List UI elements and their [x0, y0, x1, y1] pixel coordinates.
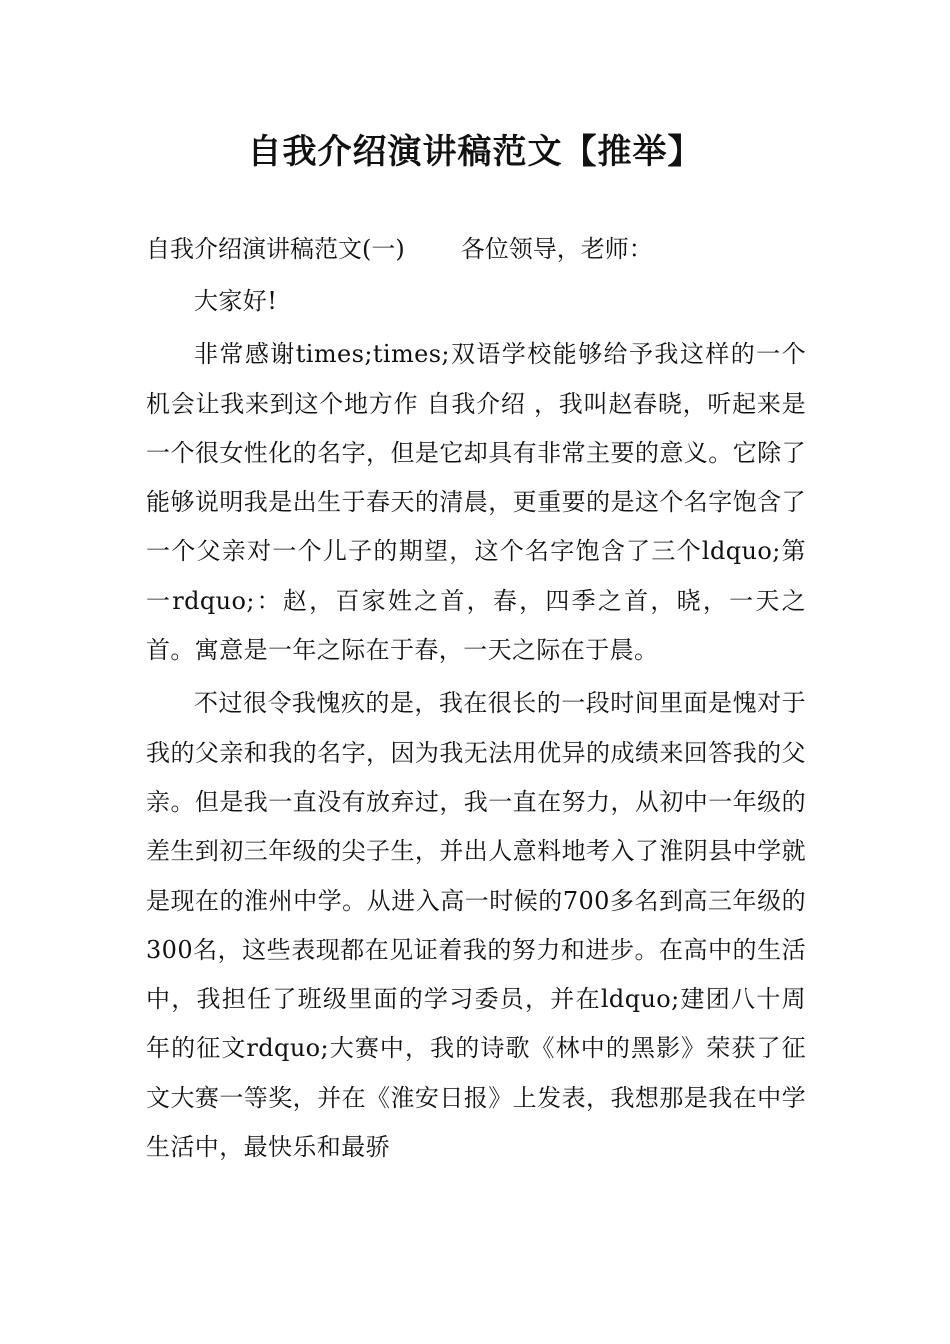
intro-heading: 自我介绍演讲稿范文(一)	[146, 235, 405, 263]
document-title: 自我介绍演讲稿范文【推举】	[247, 132, 703, 172]
paragraph-school-history: 不过很令我愧疚的是，我在很长的一段时间里面是愧对于我的父亲和我的名字，因为我无法用优异的成绩来回答我的父亲。但是我一直没有放弃过，我一直在努力，从初中一年级的差生到初三年级的尖子生，并出人意料地考入了淮阴县中学就是现在的淮州中学。从进入高一时候的700多名到高三年级的300名，这些表现都在见证着我的努力和进步。在高中的生活中，我担任了班级里面的学习委员，并在ldquo;建团八十周年的征文rdquo;大赛中，我的诗歌《林中的黑影》荣获了征文大赛一等奖，并在《淮安日报》上发表，我想那是我在中学生活中，最快乐和最骄	[146, 689, 806, 1162]
document-body	[146, 225, 806, 1172]
paragraph-name-meaning: 非常感谢times;times;双语学校能够给予我这样的一个机会让我来到这个地方作 自我介绍 ，我叫赵春晓，听起来是一个很女性化的名字，但是它却具有非常主要的意义。它除了能够说明我是出生于春天的清晨，更重要的是这个名字饱含了一个父亲对一个儿子的期望，这个名字饱含了三个ldquo;第一rdquo;：赵，百家姓之首，春，四季之首，晓，一天之首。寓意是一年之际在于春，一天之际在于晨。	[146, 340, 806, 665]
paragraph-greeting: 大家好!	[194, 287, 278, 315]
salutation: 各位领导，老师：	[460, 235, 653, 263]
intro-line	[146, 225, 806, 273]
